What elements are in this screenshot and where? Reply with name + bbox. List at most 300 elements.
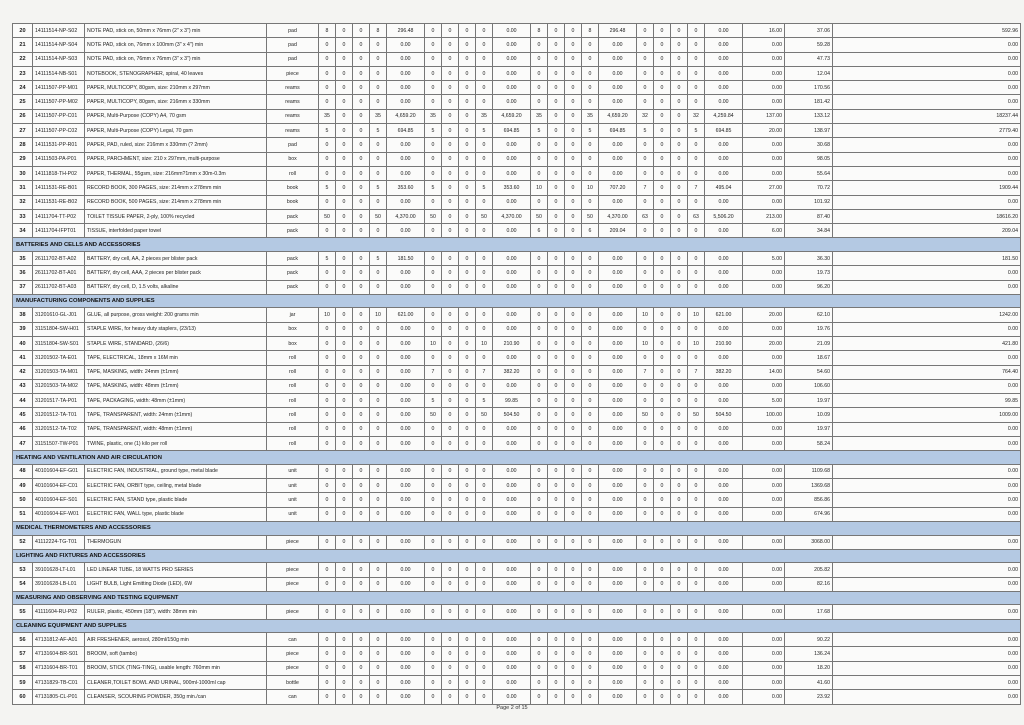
table-cell: 10 <box>370 308 387 322</box>
table-cell: 0 <box>565 209 582 223</box>
table-cell: 0 <box>531 493 548 507</box>
table-cell: 0 <box>425 280 442 294</box>
table-cell: 0 <box>548 266 565 280</box>
table-cell: 0 <box>531 563 548 577</box>
total-amount: 0.00 <box>833 535 1021 549</box>
table-cell: 0 <box>671 647 688 661</box>
table-cell: 0.00 <box>705 577 743 591</box>
total-quantity: 0.00 <box>743 563 785 577</box>
table-cell: 0.00 <box>705 422 743 436</box>
table-row <box>13 52 1021 66</box>
item-unit: piece <box>267 605 319 619</box>
section-header-row <box>13 522 1021 536</box>
table-cell: 0 <box>654 138 671 152</box>
table-cell: 0 <box>353 336 370 350</box>
item-unit: pad <box>267 138 319 152</box>
table-cell: 0.00 <box>599 408 637 422</box>
table-cell: 0 <box>319 195 336 209</box>
table-cell: 0.00 <box>705 38 743 52</box>
item-code: 39101628-LT-L01 <box>33 563 85 577</box>
unit-price: 205.82 <box>785 563 833 577</box>
table-cell: 0 <box>637 195 654 209</box>
table-cell: 0 <box>688 251 705 265</box>
item-unit: reams <box>267 95 319 109</box>
table-cell: 0 <box>370 605 387 619</box>
table-cell: 0 <box>688 479 705 493</box>
item-unit: piece <box>267 66 319 80</box>
table-cell: 0 <box>671 109 688 123</box>
table-cell: 0 <box>671 95 688 109</box>
table-row <box>13 109 1021 123</box>
table-cell: 0 <box>425 38 442 52</box>
item-number: 45 <box>13 408 33 422</box>
table-cell: 0.00 <box>705 224 743 238</box>
table-cell: 0 <box>582 38 599 52</box>
table-cell: 0 <box>442 308 459 322</box>
table-cell: 0 <box>336 661 353 675</box>
total-amount: 0.00 <box>833 379 1021 393</box>
table-cell: 0 <box>548 195 565 209</box>
table-cell: 7 <box>476 365 493 379</box>
table-row <box>13 152 1021 166</box>
item-number: 49 <box>13 479 33 493</box>
table-cell: 0 <box>336 605 353 619</box>
table-cell: 0 <box>459 124 476 138</box>
table-cell: 0 <box>671 209 688 223</box>
table-cell: 0 <box>565 81 582 95</box>
item-number: 25 <box>13 95 33 109</box>
table-cell: 0 <box>336 676 353 690</box>
item-number: 37 <box>13 280 33 294</box>
table-cell: 5 <box>370 251 387 265</box>
table-cell: 694.85 <box>493 124 531 138</box>
table-cell: 0 <box>654 152 671 166</box>
table-cell: 0 <box>671 422 688 436</box>
table-cell: 0 <box>637 647 654 661</box>
table-cell: 0 <box>565 437 582 451</box>
table-cell: 0.00 <box>705 166 743 180</box>
table-cell: 0 <box>459 535 476 549</box>
table-cell: 0 <box>459 379 476 393</box>
table-cell: 0 <box>582 437 599 451</box>
table-cell: 0 <box>476 577 493 591</box>
table-cell: 0 <box>476 52 493 66</box>
table-cell: 6 <box>531 224 548 238</box>
table-cell: 0 <box>353 195 370 209</box>
table-cell: 5 <box>370 181 387 195</box>
table-cell: 0.00 <box>387 647 425 661</box>
table-cell: 0 <box>370 437 387 451</box>
unit-price: 10.09 <box>785 408 833 422</box>
table-cell: 0.00 <box>705 195 743 209</box>
table-cell: 0 <box>353 577 370 591</box>
table-cell: 0 <box>476 676 493 690</box>
table-cell: 0.00 <box>599 394 637 408</box>
table-row <box>13 563 1021 577</box>
table-cell: 0 <box>353 95 370 109</box>
table-cell: 0 <box>565 690 582 704</box>
item-description: TISSUE, interfolded paper towel <box>85 224 267 238</box>
table-cell: 0 <box>459 336 476 350</box>
table-cell: 0 <box>442 535 459 549</box>
table-cell: 0 <box>654 535 671 549</box>
table-cell: 0 <box>548 138 565 152</box>
table-cell: 0 <box>671 507 688 521</box>
table-cell: 0 <box>688 266 705 280</box>
table-cell: 5 <box>476 181 493 195</box>
table-cell: 0 <box>548 124 565 138</box>
table-cell: 296.48 <box>599 24 637 38</box>
table-cell: 4,659.20 <box>493 109 531 123</box>
table-cell: 0 <box>531 507 548 521</box>
total-quantity: 0.00 <box>743 464 785 478</box>
table-cell: 0.00 <box>493 24 531 38</box>
table-cell: 0 <box>459 81 476 95</box>
total-amount: 0.00 <box>833 138 1021 152</box>
table-row <box>13 605 1021 619</box>
unit-price: 54.60 <box>785 365 833 379</box>
table-cell: 0 <box>459 280 476 294</box>
table-cell: 0 <box>582 408 599 422</box>
table-cell: 0 <box>671 124 688 138</box>
total-amount: 0.00 <box>833 577 1021 591</box>
item-number: 28 <box>13 138 33 152</box>
table-cell: 0 <box>442 605 459 619</box>
table-cell: 0 <box>425 152 442 166</box>
table-cell: 0 <box>425 690 442 704</box>
table-cell: 0.00 <box>599 605 637 619</box>
section-header-row <box>13 294 1021 308</box>
table-cell: 0 <box>582 422 599 436</box>
table-cell: 0 <box>336 351 353 365</box>
table-row <box>13 224 1021 238</box>
table-cell: 0 <box>459 308 476 322</box>
table-cell: 0 <box>425 266 442 280</box>
table-cell: 0 <box>336 336 353 350</box>
table-cell: 296.48 <box>387 24 425 38</box>
table-cell: 0 <box>442 676 459 690</box>
table-cell: 0 <box>442 224 459 238</box>
table-cell: 0 <box>425 493 442 507</box>
item-unit: piece <box>267 563 319 577</box>
table-cell: 0 <box>654 24 671 38</box>
table-cell: 0 <box>370 479 387 493</box>
table-cell: 0 <box>459 563 476 577</box>
table-cell: 0 <box>531 195 548 209</box>
table-cell: 0 <box>336 464 353 478</box>
table-cell: 0 <box>548 251 565 265</box>
item-code: 40101604-EF-G01 <box>33 464 85 478</box>
table-cell: 0.00 <box>387 676 425 690</box>
table-cell: 0 <box>548 66 565 80</box>
table-cell: 0 <box>370 676 387 690</box>
table-cell: 0 <box>319 322 336 336</box>
table-row <box>13 124 1021 138</box>
table-cell: 0.00 <box>493 52 531 66</box>
table-cell: 0 <box>336 95 353 109</box>
table-cell: 0 <box>319 661 336 675</box>
item-unit: book <box>267 195 319 209</box>
item-number: 32 <box>13 195 33 209</box>
item-number: 43 <box>13 379 33 393</box>
table-row <box>13 379 1021 393</box>
table-cell: 0 <box>565 280 582 294</box>
table-cell: 0.00 <box>705 81 743 95</box>
table-cell: 0 <box>671 379 688 393</box>
table-row <box>13 437 1021 451</box>
table-cell: 0 <box>459 479 476 493</box>
item-description: TAPE, TRANSPARENT, width: 24mm (±1mm) <box>85 408 267 422</box>
item-code: 41111604-RU-P02 <box>33 605 85 619</box>
table-cell: 10 <box>425 336 442 350</box>
table-cell: 0 <box>370 408 387 422</box>
table-cell: 0.00 <box>599 138 637 152</box>
total-amount: 0.00 <box>833 479 1021 493</box>
table-cell: 0 <box>671 280 688 294</box>
item-description: GLUE, all purpose, gross weight: 200 grams min <box>85 308 267 322</box>
table-cell: 0 <box>476 195 493 209</box>
table-cell: 0 <box>582 52 599 66</box>
table-cell: 0 <box>582 195 599 209</box>
item-description: NOTE PAD, stick on, 50mm x 76mm (2" x 3") min <box>85 24 267 38</box>
table-cell: 0 <box>637 394 654 408</box>
table-cell: 0 <box>353 633 370 647</box>
table-cell: 0 <box>459 266 476 280</box>
item-code: 31201517-TA-P01 <box>33 394 85 408</box>
item-code: 14111503-PA-P01 <box>33 152 85 166</box>
item-code: 40101604-EF-C01 <box>33 479 85 493</box>
table-cell: 5 <box>319 181 336 195</box>
table-cell: 0.00 <box>493 437 531 451</box>
table-cell: 0 <box>637 493 654 507</box>
table-cell: 0 <box>654 479 671 493</box>
table-cell: 0 <box>548 535 565 549</box>
item-code: 14111514-NP-S03 <box>33 52 85 66</box>
table-cell: 0 <box>370 224 387 238</box>
table-cell: 4,259.84 <box>705 109 743 123</box>
table-cell: 0 <box>582 394 599 408</box>
unit-price: 3068.00 <box>785 535 833 549</box>
table-row <box>13 95 1021 109</box>
table-cell: 0.00 <box>705 464 743 478</box>
table-cell: 0 <box>336 322 353 336</box>
table-cell: 4,370.00 <box>387 209 425 223</box>
table-cell: 0 <box>425 437 442 451</box>
table-cell: 0.00 <box>493 322 531 336</box>
table-cell: 0.00 <box>599 633 637 647</box>
table-cell: 0 <box>671 535 688 549</box>
item-description: BROOM, STICK (TING-TING), usable length: 760mm min <box>85 661 267 675</box>
table-cell: 0 <box>565 38 582 52</box>
table-cell: 0 <box>442 408 459 422</box>
table-cell: 382.20 <box>705 365 743 379</box>
item-number: 30 <box>13 166 33 180</box>
table-cell: 0.00 <box>493 251 531 265</box>
table-cell: 0 <box>565 422 582 436</box>
table-cell: 0 <box>671 661 688 675</box>
table-cell: 0 <box>353 676 370 690</box>
item-unit: jar <box>267 308 319 322</box>
section-title: MEASURING AND OBSERVING AND TESTING EQUIPMENT <box>13 591 1021 605</box>
table-cell: 0.00 <box>493 577 531 591</box>
total-quantity: 100.00 <box>743 408 785 422</box>
item-description: STAPLE WIRE, for heavy duty staplers, (23/13) <box>85 322 267 336</box>
table-cell: 0 <box>319 493 336 507</box>
table-cell: 0 <box>654 224 671 238</box>
table-cell: 0 <box>548 152 565 166</box>
table-cell: 0 <box>370 351 387 365</box>
item-code: 14111507-PP-M02 <box>33 95 85 109</box>
table-cell: 0 <box>442 647 459 661</box>
table-cell: 0 <box>654 351 671 365</box>
table-cell: 0 <box>442 166 459 180</box>
table-cell: 504.50 <box>705 408 743 422</box>
item-unit: pad <box>267 52 319 66</box>
table-cell: 0 <box>531 351 548 365</box>
table-cell: 0 <box>671 633 688 647</box>
unit-price: 19.97 <box>785 422 833 436</box>
table-cell: 0 <box>548 365 565 379</box>
item-code: 14111514-NB-S01 <box>33 66 85 80</box>
table-cell: 0 <box>319 224 336 238</box>
table-cell: 0.00 <box>493 81 531 95</box>
table-cell: 0 <box>671 52 688 66</box>
table-cell: 4,370.00 <box>493 209 531 223</box>
table-row <box>13 66 1021 80</box>
table-cell: 0 <box>353 661 370 675</box>
table-cell: 0 <box>565 535 582 549</box>
item-description: BATTERY, dry cell, D, 1.5 volts, alkaline <box>85 280 267 294</box>
table-cell: 0 <box>319 336 336 350</box>
total-amount: 0.00 <box>833 266 1021 280</box>
table-cell: 0.00 <box>705 322 743 336</box>
table-row <box>13 181 1021 195</box>
table-cell: 0 <box>353 38 370 52</box>
table-cell: 0 <box>336 38 353 52</box>
table-cell: 0.00 <box>599 66 637 80</box>
table-cell: 0 <box>319 422 336 436</box>
table-row <box>13 351 1021 365</box>
table-cell: 0.00 <box>599 437 637 451</box>
table-cell: 0 <box>353 152 370 166</box>
item-code: 14111514-NP-S04 <box>33 38 85 52</box>
table-cell: 0 <box>582 95 599 109</box>
total-quantity: 213.00 <box>743 209 785 223</box>
section-header-row <box>13 238 1021 252</box>
table-cell: 10 <box>582 181 599 195</box>
table-cell: 0 <box>353 308 370 322</box>
table-cell: 0 <box>654 209 671 223</box>
table-cell: 0 <box>459 507 476 521</box>
table-cell: 0 <box>353 493 370 507</box>
item-unit: box <box>267 336 319 350</box>
item-description: PAPER, MULTICOPY, 80gsm, size: 210mm x 297mm <box>85 81 267 95</box>
table-cell: 0.00 <box>599 690 637 704</box>
table-cell: 7 <box>637 181 654 195</box>
item-description: TOILET TISSUE PAPER, 2-ply, 100% recycled <box>85 209 267 223</box>
table-cell: 0 <box>336 66 353 80</box>
table-cell: 0 <box>582 605 599 619</box>
table-cell: 0 <box>353 322 370 336</box>
table-cell: 0.00 <box>599 676 637 690</box>
table-cell: 0 <box>565 408 582 422</box>
table-cell: 0.00 <box>493 661 531 675</box>
table-cell: 0 <box>531 479 548 493</box>
table-cell: 0 <box>442 152 459 166</box>
table-cell: 0 <box>476 152 493 166</box>
table-cell: 0 <box>582 351 599 365</box>
table-cell: 0 <box>442 322 459 336</box>
table-cell: 0 <box>442 38 459 52</box>
table-cell: 0 <box>370 195 387 209</box>
table-cell: 5 <box>476 124 493 138</box>
table-cell: 0 <box>531 95 548 109</box>
table-cell: 0.00 <box>599 647 637 661</box>
item-description: TAPE, MASKING, width: 24mm (±1mm) <box>85 365 267 379</box>
table-cell: 0 <box>688 351 705 365</box>
table-cell: 0 <box>548 437 565 451</box>
table-cell: 0 <box>565 138 582 152</box>
item-code: 26111702-BT-A03 <box>33 280 85 294</box>
table-cell: 0 <box>637 563 654 577</box>
total-quantity: 16.00 <box>743 24 785 38</box>
table-cell: 0.00 <box>387 535 425 549</box>
table-cell: 0 <box>688 166 705 180</box>
table-cell: 0 <box>442 394 459 408</box>
table-cell: 0 <box>476 251 493 265</box>
item-number: 40 <box>13 336 33 350</box>
table-cell: 0 <box>582 280 599 294</box>
table-cell: 0.00 <box>387 266 425 280</box>
table-cell: 0 <box>425 577 442 591</box>
table-cell: 0 <box>688 464 705 478</box>
table-cell: 0 <box>425 507 442 521</box>
total-quantity: 0.00 <box>743 479 785 493</box>
table-cell: 0.00 <box>387 408 425 422</box>
table-cell: 0.00 <box>493 351 531 365</box>
table-cell: 0.00 <box>705 95 743 109</box>
table-cell: 0.00 <box>387 322 425 336</box>
unit-price: 101.92 <box>785 195 833 209</box>
table-cell: 8 <box>319 24 336 38</box>
table-cell: 5 <box>425 394 442 408</box>
section-header-row <box>13 591 1021 605</box>
table-cell: 50 <box>531 209 548 223</box>
table-cell: 0 <box>548 422 565 436</box>
item-description: LIGHT BULB, Light Emitting Diode (LED), 6W <box>85 577 267 591</box>
table-cell: 0 <box>582 322 599 336</box>
item-number: 24 <box>13 81 33 95</box>
item-code: 47131604-BR-S01 <box>33 647 85 661</box>
table-cell: 0 <box>548 109 565 123</box>
table-cell: 0 <box>336 507 353 521</box>
unit-price: 19.76 <box>785 322 833 336</box>
table-cell: 0 <box>654 379 671 393</box>
table-cell: 0 <box>688 52 705 66</box>
table-cell: 0 <box>476 507 493 521</box>
table-cell: 0 <box>319 479 336 493</box>
table-cell: 0.00 <box>493 138 531 152</box>
unit-price: 170.56 <box>785 81 833 95</box>
table-cell: 0 <box>671 336 688 350</box>
table-cell: 0.00 <box>387 95 425 109</box>
table-cell: 0 <box>476 535 493 549</box>
table-cell: 0 <box>654 280 671 294</box>
table-cell: 0.00 <box>599 322 637 336</box>
unit-price: 1109.68 <box>785 464 833 478</box>
table-cell: 0 <box>476 66 493 80</box>
table-cell: 0 <box>425 633 442 647</box>
